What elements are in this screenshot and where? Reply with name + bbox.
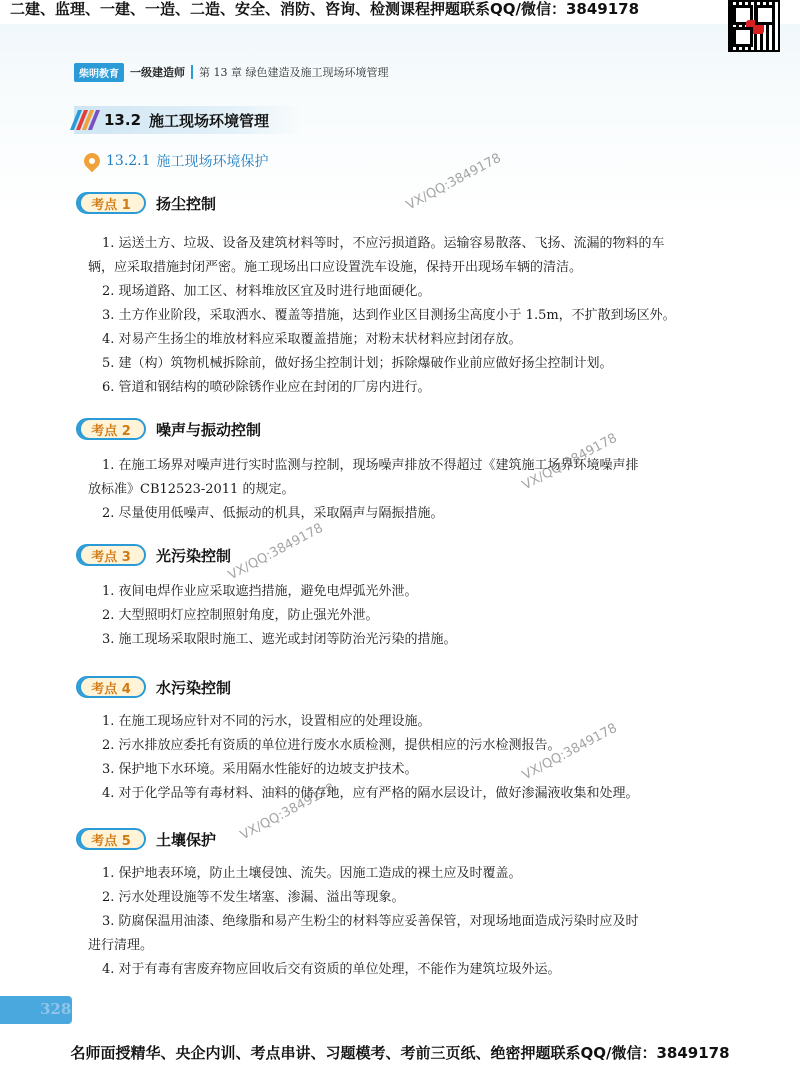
running-header (74, 62, 389, 82)
kaodian-badge: 考点 4 (76, 676, 146, 698)
body-line: 辆，应采取措施封闭严密。施工现场出口应设置洗车设施，保持开出现场车辆的清洁。 (88, 260, 583, 275)
section-title-text: 施工现场环境管理 (149, 111, 270, 130)
body-line: 3. 保护地下水环境。采用隔水性能好的边坡支护技术。 (102, 762, 418, 777)
header-divider (191, 65, 193, 79)
kaodian-badge: 考点 2 (76, 418, 146, 440)
kaodian-5-heading (76, 826, 216, 852)
kaodian-title: 土壤保护 (156, 830, 217, 849)
kaodian-3-body (88, 580, 728, 652)
body-line: 2. 尽量使用低噪声、低振动的机具，采取隔声与隔振措施。 (102, 506, 444, 521)
section-number: 13.2 (104, 111, 142, 129)
body-line: 1. 在施工现场应针对不同的污水，设置相应的处理设施。 (102, 714, 431, 729)
body-line: 进行清理。 (88, 938, 154, 953)
body-line: 2. 污水排放应委托有资质的单位进行废水水质检测，提供相应的污水检测报告。 (102, 738, 561, 753)
body-line: 2. 污水处理设施等不发生堵塞、渗漏、溢出等现象。 (102, 890, 405, 905)
watermark: VX/QQ:3849178 (226, 520, 326, 584)
body-line: 1. 运送土方、垃圾、设备及建筑材料等时，不应污损道路。运输容易散落、飞扬、流漏的物料的车 (102, 236, 665, 251)
body-line: 3. 防腐保温用油漆、绝缘脂和易产生粉尘的材料等应妥善保管，对现场地面造成污染时应及时 (102, 914, 639, 929)
body-line: 5. 建（构）筑物机械拆除前，做好扬尘控制计划；拆除爆破作业前应做好扬尘控制计划。 (102, 356, 613, 371)
page-number: 328 (40, 1000, 72, 1018)
bottom-ad-banner: 名师面授精华、央企内训、考点串讲、习题模考、考前三页纸、绝密押题联系QQ/微信：3849178 (0, 1038, 800, 1078)
body-line: 4. 对易产生扬尘的堆放材料应采取覆盖措施；对粉末状材料应封闭存放。 (102, 332, 522, 347)
kaodian-title: 扬尘控制 (156, 194, 217, 213)
body-line: 3. 施工现场采取限时施工、遮光或封闭等防治光污染的措施。 (102, 632, 457, 647)
body-line: 3. 土方作业阶段，采取洒水、覆盖等措施，达到作业区目测扬尘高度小于 1.5m，不扩散到场区外。 (102, 308, 676, 323)
publisher-logo: 柴明教育 (74, 63, 124, 82)
kaodian-title: 水污染控制 (156, 678, 232, 697)
kaodian-5-body (88, 862, 728, 982)
kaodian-2-heading (76, 416, 261, 442)
watermark: VX/QQ:3849178 (520, 720, 620, 784)
kaodian-badge: 考点 5 (76, 828, 146, 850)
kaodian-1-body (88, 232, 728, 400)
qr-code-icon (728, 0, 780, 52)
kaodian-3-heading (76, 542, 231, 568)
top-ad-banner: 二建、监理、一建、一造、二造、安全、消防、咨询、检测课程押题联系QQ/微信：3849178 (0, 0, 800, 24)
chapter-title: 第 13 章 绿色建造及施工现场环境管理 (199, 66, 389, 79)
body-line: 放标准》CB12523-2011 的规定。 (88, 482, 295, 497)
kaodian-badge: 考点 3 (76, 544, 146, 566)
body-line: 2. 大型照明灯应控制照射角度，防止强光外泄。 (102, 608, 379, 623)
section-stripes-icon (74, 110, 96, 130)
body-line: 4. 对于有毒有害废弃物应回收后交有资质的单位处理，不能作为建筑垃圾外运。 (102, 962, 561, 977)
kaodian-4-body (88, 710, 728, 806)
kaodian-title: 噪声与振动控制 (156, 420, 262, 439)
kaodian-badge: 考点 1 (76, 192, 146, 214)
subsection-heading (84, 150, 269, 172)
qr-corner-mark (733, 27, 753, 47)
body-line: 1. 保护地表环境，防止土壤侵蚀、流失。因施工造成的裸土应及时覆盖。 (102, 866, 522, 881)
section-heading (74, 106, 302, 134)
kaodian-title: 光污染控制 (156, 546, 232, 565)
kaodian-4-heading (76, 674, 231, 700)
body-line: 2. 现场道路、加工区、材料堆放区宜及时进行地面硬化。 (102, 284, 431, 299)
body-line: 6. 管道和钢结构的喷砂除锈作业应在封闭的厂房内进行。 (102, 380, 431, 395)
subsection-title: 施工现场环境保护 (156, 154, 269, 170)
body-line: 1. 在施工场界对噪声进行实时监测与控制，现场噪声排放不得超过《建筑施工场界环境噪声排 (102, 458, 639, 473)
location-pin-icon (81, 150, 104, 173)
series-name: 一级建造师 (130, 66, 185, 79)
kaodian-1-heading (76, 190, 216, 216)
watermark: VX/QQ:3849178 (520, 430, 620, 494)
body-line: 4. 对于化学品等有毒材料、油料的储存地，应有严格的隔水层设计，做好渗漏液收集和处理。 (102, 786, 639, 801)
watermark: VX/QQ:3849178 (404, 150, 504, 214)
kaodian-2-body (88, 454, 728, 526)
watermark: VX/QQ:3849178 (238, 780, 338, 844)
subsection-number: 13.2.1 (106, 153, 151, 169)
body-line: 1. 夜间电焊作业应采取遮挡措施，避免电焊弧光外泄。 (102, 584, 418, 599)
